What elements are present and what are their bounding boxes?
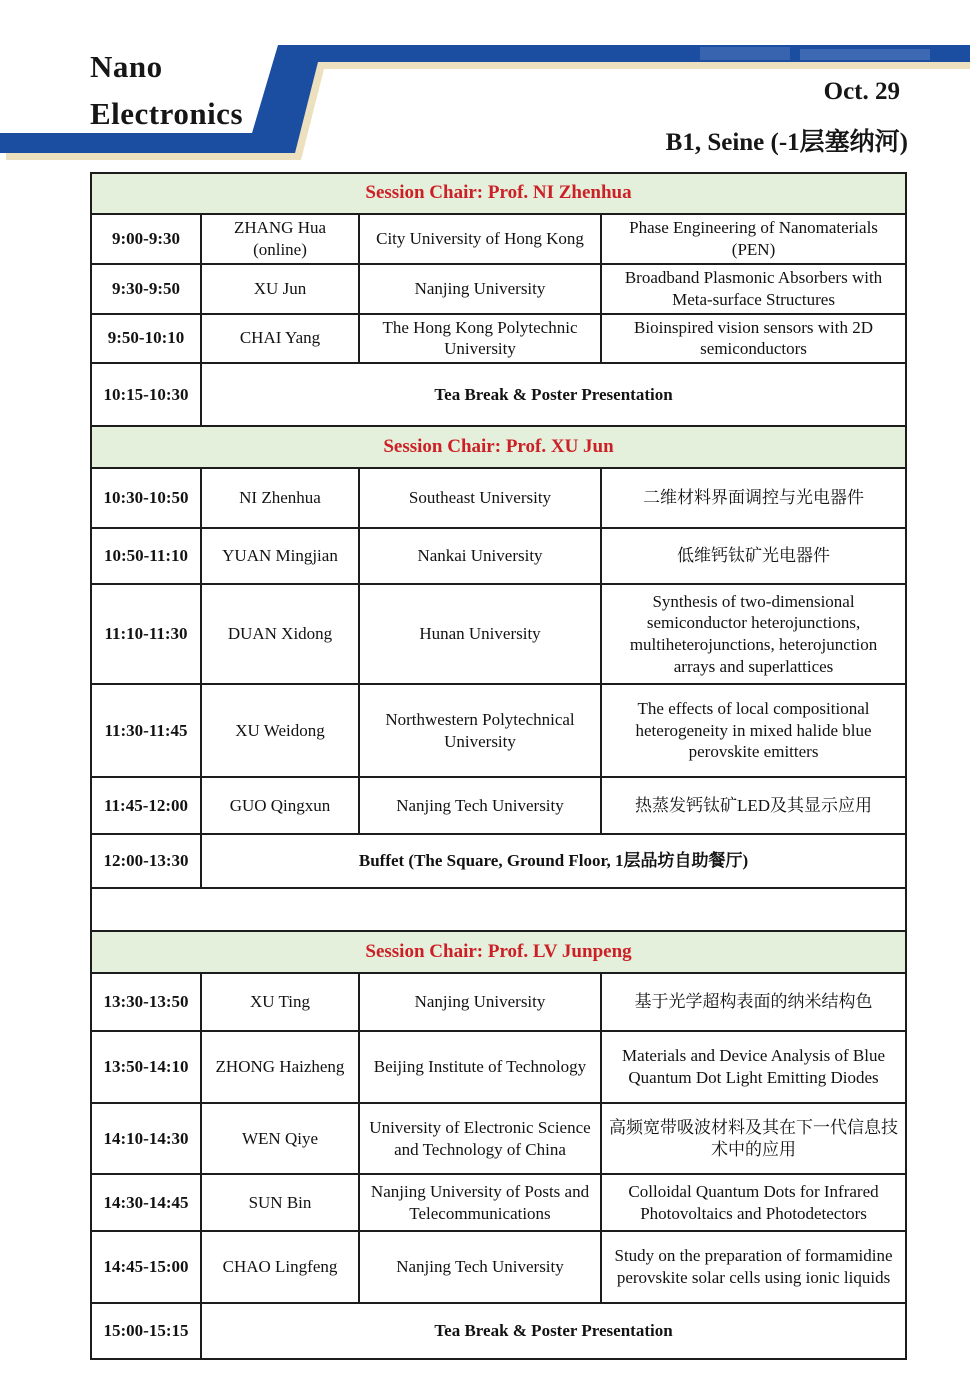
time-cell: 13:30-13:50 bbox=[91, 973, 201, 1031]
buffet-row bbox=[91, 834, 906, 888]
session-chair-row bbox=[91, 426, 906, 468]
time-cell: 10:30-10:50 bbox=[91, 468, 201, 528]
time-cell: 14:45-15:00 bbox=[91, 1231, 201, 1303]
time-cell: 11:45-12:00 bbox=[91, 777, 201, 834]
spacer-row bbox=[91, 888, 906, 931]
affiliation-cell: Hunan University bbox=[359, 584, 601, 684]
time-cell: 9:00-9:30 bbox=[91, 214, 201, 264]
table-row bbox=[91, 214, 906, 264]
speaker-cell: XU Ting bbox=[201, 973, 359, 1031]
time-cell: 9:50-10:10 bbox=[91, 314, 201, 364]
banner-photo-artifact bbox=[700, 47, 790, 60]
affiliation-cell: The Hong Kong Polytechnic University bbox=[359, 314, 601, 364]
table-row bbox=[91, 584, 906, 684]
table-row bbox=[91, 684, 906, 777]
speaker-cell: CHAO Lingfeng bbox=[201, 1231, 359, 1303]
affiliation-cell: Nanjing Tech University bbox=[359, 777, 601, 834]
session-chair-row bbox=[91, 931, 906, 973]
break-row bbox=[91, 363, 906, 426]
time-cell: 11:30-11:45 bbox=[91, 684, 201, 777]
schedule-table bbox=[90, 172, 907, 1360]
table-row bbox=[91, 1231, 906, 1303]
speaker-cell: XU Weidong bbox=[201, 684, 359, 777]
talk-title-cell: 热蒸发钙钛矿LED及其显示应用 bbox=[601, 777, 906, 834]
affiliation-cell: Nanjing University bbox=[359, 264, 601, 314]
talk-title-cell: 高频宽带吸波材料及其在下一代信息技术中的应用 bbox=[601, 1103, 906, 1174]
speaker-cell: YUAN Mingjian bbox=[201, 528, 359, 584]
track-title bbox=[90, 44, 243, 137]
talk-title-cell: 二维材料界面调控与光电器件 bbox=[601, 468, 906, 528]
table-row bbox=[91, 973, 906, 1031]
talk-title-cell: Materials and Device Analysis of Blue Quantum Dot Light Emitting Diodes bbox=[601, 1031, 906, 1103]
talk-title-cell: Phase Engineering of Nanomaterials (PEN) bbox=[601, 214, 906, 264]
affiliation-cell: University of Electronic Science and Technology of China bbox=[359, 1103, 601, 1174]
affiliation-cell: Nanjing University of Posts and Telecommunications bbox=[359, 1174, 601, 1231]
talk-title-cell: The effects of local compositional heterogeneity in mixed halide blue perovskite emitters bbox=[601, 684, 906, 777]
talk-title-cell: Colloidal Quantum Dots for Infrared Photovoltaics and Photodetectors bbox=[601, 1174, 906, 1231]
affiliation-cell: Southeast University bbox=[359, 468, 601, 528]
banner-photo-artifact bbox=[800, 49, 930, 60]
table-row bbox=[91, 777, 906, 834]
spacer-cell bbox=[91, 888, 906, 931]
table-row bbox=[91, 1174, 906, 1231]
session-chair-banner: Session Chair: Prof. NI Zhenhua bbox=[91, 173, 906, 214]
affiliation-cell: Nankai University bbox=[359, 528, 601, 584]
table-row bbox=[91, 468, 906, 528]
affiliation-cell: City University of Hong Kong bbox=[359, 214, 601, 264]
buffet-label-cell: Buffet (The Square, Ground Floor, 1层品坊自助餐厅) bbox=[201, 834, 906, 888]
speaker-cell: NI Zhenhua bbox=[201, 468, 359, 528]
time-cell: 12:00-13:30 bbox=[91, 834, 201, 888]
speaker-cell: SUN Bin bbox=[201, 1174, 359, 1231]
talk-title-cell: Synthesis of two-dimensional semiconductor heterojunctions, multiheterojunctions, heterojunction arrays and superlattices bbox=[601, 584, 906, 684]
affiliation-cell: Nanjing Tech University bbox=[359, 1231, 601, 1303]
table-row bbox=[91, 264, 906, 314]
break-row bbox=[91, 1303, 906, 1359]
time-cell: 9:30-9:50 bbox=[91, 264, 201, 314]
speaker-cell: DUAN Xidong bbox=[201, 584, 359, 684]
track-title-line2: Electronics bbox=[90, 95, 244, 131]
time-cell: 10:15-10:30 bbox=[91, 363, 201, 426]
session-chair-banner: Session Chair: Prof. XU Jun bbox=[91, 426, 906, 468]
session-chair-row bbox=[91, 173, 906, 214]
talk-title-cell: 低维钙钛矿光电器件 bbox=[601, 528, 906, 584]
speaker-cell: WEN Qiye bbox=[201, 1103, 359, 1174]
table-row bbox=[91, 1103, 906, 1174]
session-venue: B1, Seine (-1层塞纳河) bbox=[665, 129, 908, 156]
talk-title-cell: 基于光学超构表面的纳米结构色 bbox=[601, 973, 906, 1031]
speaker-cell: GUO Qingxun bbox=[201, 777, 359, 834]
time-cell: 13:50-14:10 bbox=[91, 1031, 201, 1103]
speaker-cell: CHAI Yang bbox=[201, 314, 359, 364]
session-chair-banner: Session Chair: Prof. LV Junpeng bbox=[91, 931, 906, 973]
speaker-cell: ZHONG Haizheng bbox=[201, 1031, 359, 1103]
speaker-cell: ZHANG Hua (online) bbox=[201, 214, 359, 264]
time-cell: 11:10-11:30 bbox=[91, 584, 201, 684]
table-row bbox=[91, 1031, 906, 1103]
affiliation-cell: Beijing Institute of Technology bbox=[359, 1031, 601, 1103]
affiliation-cell: Northwestern Polytechnical University bbox=[359, 684, 601, 777]
break-label-cell: Tea Break & Poster Presentation bbox=[201, 1303, 906, 1359]
talk-title-cell: Study on the preparation of formamidine perovskite solar cells using ionic liquids bbox=[601, 1231, 906, 1303]
time-cell: 14:30-14:45 bbox=[91, 1174, 201, 1231]
table-row bbox=[91, 528, 906, 584]
speaker-cell: XU Jun bbox=[201, 264, 359, 314]
affiliation-cell: Nanjing University bbox=[359, 973, 601, 1031]
track-title-line1: Nano bbox=[90, 49, 163, 84]
table-row bbox=[91, 314, 906, 364]
time-cell: 14:10-14:30 bbox=[91, 1103, 201, 1174]
time-cell: 15:00-15:15 bbox=[91, 1303, 201, 1359]
time-cell: 10:50-11:10 bbox=[91, 528, 201, 584]
break-label-cell: Tea Break & Poster Presentation bbox=[201, 363, 906, 426]
talk-title-cell: Broadband Plasmonic Absorbers with Meta-surface Structures bbox=[601, 264, 906, 314]
talk-title-cell: Bioinspired vision sensors with 2D semiconductors bbox=[601, 314, 906, 364]
session-date: Oct. 29 bbox=[823, 78, 900, 105]
